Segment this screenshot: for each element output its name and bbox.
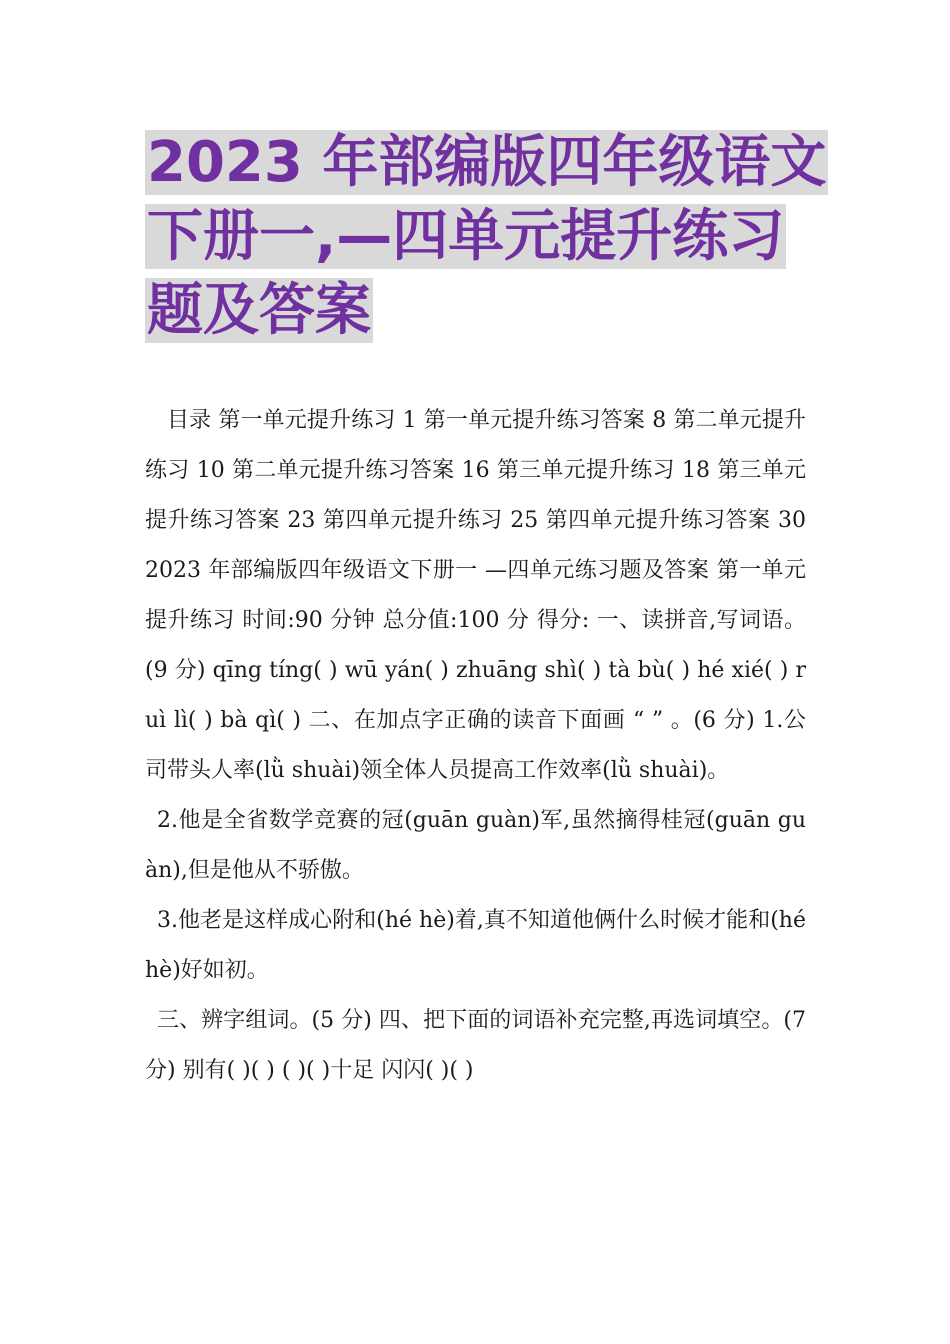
title-line-3: 题及答案 [147,278,371,343]
paragraph-toc-and-section-1: 目录 第一单元提升练习 1 第一单元提升练习答案 8 第二单元提升练习 10 第二单元提升练习答案 16 第三单元提升练习 18 第三单元提升练习答案 23 第四单元提升练习 25 第四单元提升练习答案 30 2023 年部编版四年级语文下册一 —四单元练习题及答案 第一单元提升练习 时间:90 分钟 总分值:100 分 得分: 一、读拼音,写词语。(9 分) qīng tíng( ) wū yán( ) zhuāng shì( ) tà bù( ) hé xié( ) ruì lì( ) bà qì( ) 二、在加点字正确的读音下面画 “ ” 。(6 分) 1.公司带头人率(lǜ shuài)领全体人员提高工作效率(lǜ shuài)。 [145,408,806,783]
title-line-1: 2023 年部编版四年级语文 [147,130,827,195]
title-line-2: 下册一,—四单元提升练习 [147,204,785,269]
paragraph-question-3: 3.他老是这样成心附和(hé hè)着,真不知道他俩什么时候才能和(hé hè)好如初。 [145,908,806,983]
paragraph-question-2: 2.他是全省数学竞赛的冠(guān guàn)军,虽然摘得桂冠(guān guàn),但是他从不骄傲。 [145,808,806,883]
document-title [145,126,827,348]
paragraph-sections-3-4: 三、辨字组词。(5 分) 四、把下面的词语补充完整,再选词填空。(7 分) 别有( )( ) ( )( )十足 闪闪( )( ) [145,1008,806,1083]
document-body [145,396,806,1096]
